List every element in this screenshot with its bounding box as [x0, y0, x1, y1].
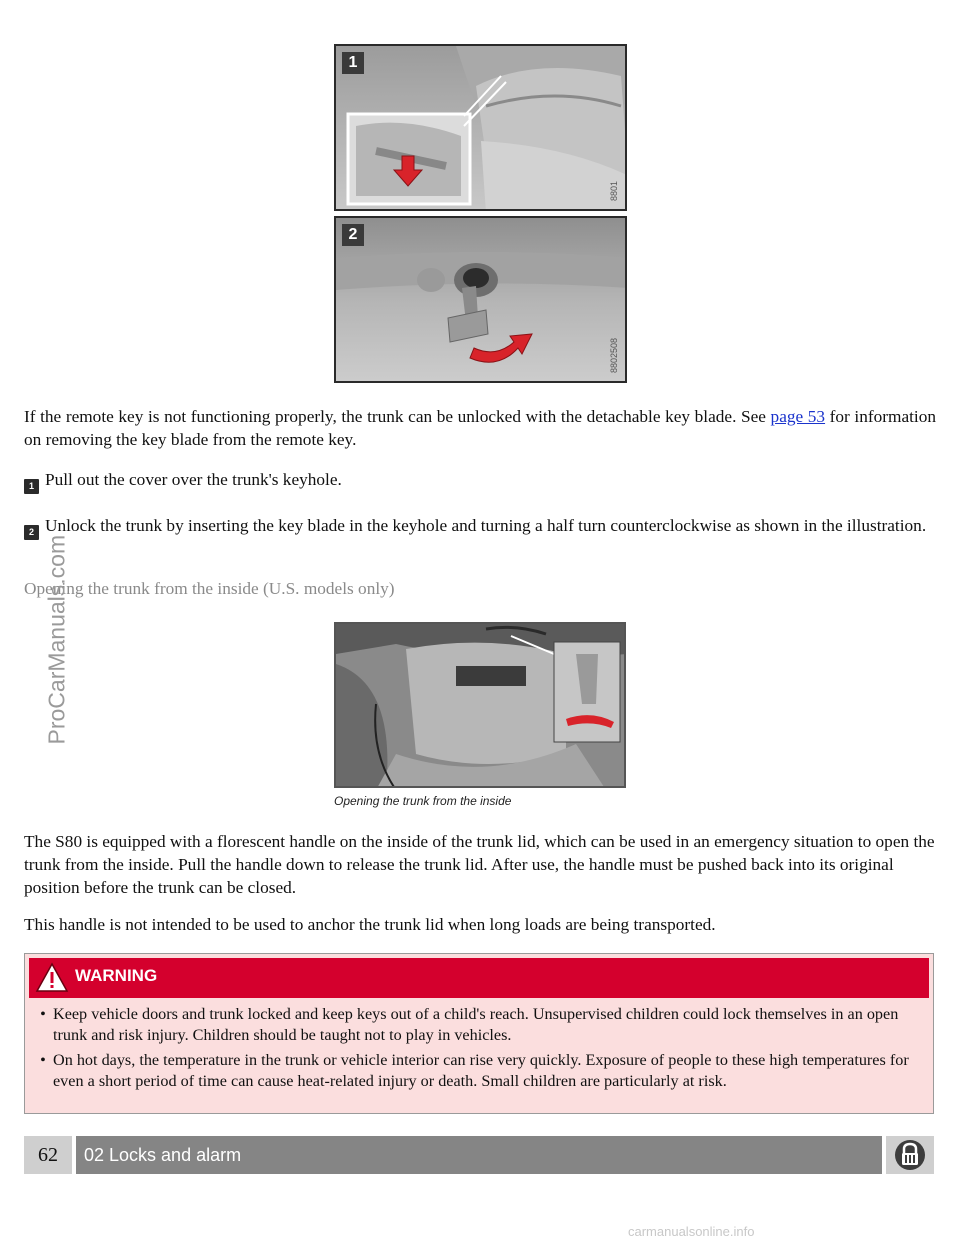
step-2-text: Unlock the trunk by inserting the key blade in the keyhole and turning a half turn counterclockwise as shown in the illustration.	[45, 516, 927, 535]
warning-item-text: On hot days, the temperature in the trunk or vehicle interior can rise very quickly. Exposure of people to these high temperatures for even a short period of time can cause heat-related injury or death. Small children are particularly at risk.	[53, 1051, 909, 1090]
figure-trunk-interior	[334, 622, 626, 788]
chapter-title: 02 Locks and alarm	[84, 1145, 242, 1165]
step-2-badge: 2	[24, 525, 39, 540]
illustration-key-blade-turning	[336, 218, 627, 383]
bullet-icon: •	[40, 1051, 46, 1069]
side-watermark	[24, 506, 70, 756]
figure-trunk-keyhole-cover	[334, 44, 627, 211]
step-2	[24, 514, 936, 540]
warning-item	[33, 1050, 927, 1091]
page-number: 62	[24, 1136, 72, 1174]
bottom-watermark: carmanualsonline.info	[628, 1224, 755, 1239]
step-1	[24, 468, 936, 494]
intro-paragraph	[24, 405, 936, 451]
side-watermark-text: ProCarManuals.com	[43, 534, 70, 745]
chapter-icon-box	[886, 1136, 934, 1174]
figure-caption: Opening the trunk from the inside	[334, 794, 512, 808]
step-1-badge: 1	[24, 479, 39, 494]
warning-box	[24, 953, 934, 1114]
intro-text-after-link: for information on removing the key blade from the remote key.	[24, 407, 936, 449]
warning-header	[29, 958, 929, 998]
warning-item-text: Keep vehicle doors and trunk locked and keep keys out of a child's reach. Unsupervised children could lock themselves in an open trunk and risk injury. Children should be taught not to play in vehicles.	[53, 1005, 899, 1044]
figure-number-badge: 1	[342, 52, 364, 74]
warning-item	[33, 1004, 927, 1045]
step-1-text: Pull out the cover over the trunk's keyhole.	[45, 470, 342, 489]
warning-title: WARNING	[75, 966, 158, 985]
padlock-icon	[886, 1136, 934, 1174]
intro-text-before-link: If the remote key is not functioning properly, the trunk can be unlocked with the detachable key blade. See	[24, 407, 771, 426]
warning-list	[33, 1004, 927, 1091]
chapter-bar	[76, 1136, 882, 1174]
bullet-icon: •	[40, 1005, 46, 1023]
figure-code: 8802508	[609, 337, 619, 373]
figure-key-in-keyhole	[334, 216, 627, 383]
body-paragraph-2: This handle is not intended to be used to anchor the trunk lid when long loads are being transported.	[24, 915, 716, 934]
page-53-link[interactable]: page 53	[770, 407, 826, 426]
figure-number-badge: 2	[342, 224, 364, 246]
figure-code: 8801	[609, 180, 619, 201]
body-paragraph-1: The S80 is equipped with a florescent handle on the inside of the trunk lid, which can be used in an emergency situation to open the trunk from the inside. Pull the handle down to release the trunk lid. After use, the handle must be pushed back into its original position before the trunk can be closed.	[24, 832, 935, 897]
section-subheading: Opening the trunk from the inside (U.S. models only)	[24, 579, 395, 598]
illustration-trunk-exterior	[336, 46, 627, 211]
illustration-trunk-inside-handle	[336, 624, 626, 788]
warning-triangle-icon	[35, 962, 69, 994]
